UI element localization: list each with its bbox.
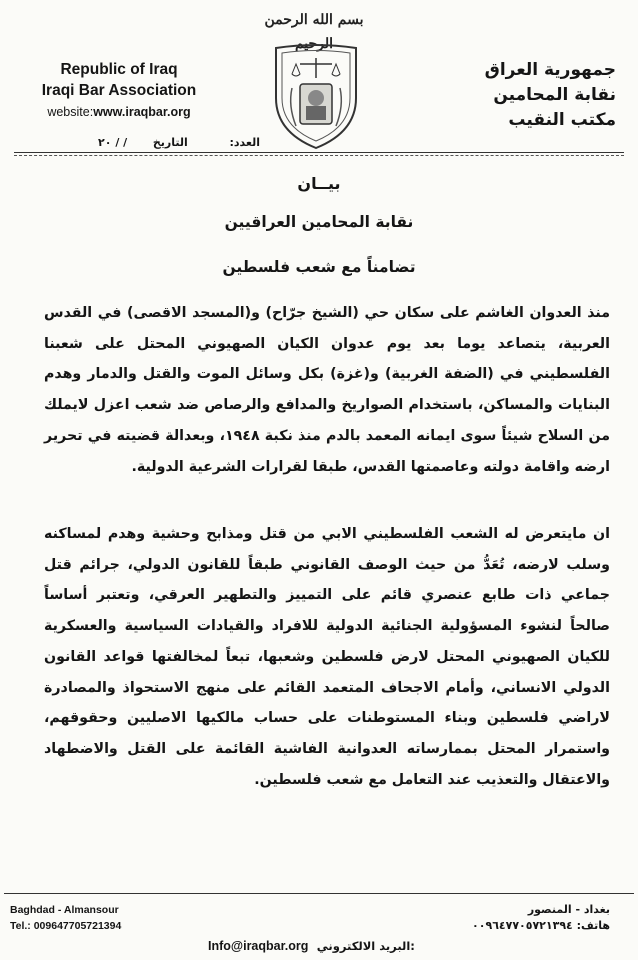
footer-phone-label-ar: هاتف: <box>576 919 610 932</box>
footer-email-address[interactable]: Info@iraqbar.org <box>208 939 309 953</box>
footer-email <box>208 938 415 953</box>
country-name-en: Republic of Iraq <box>60 61 178 78</box>
header-divider-dashed <box>14 155 624 156</box>
number-label: العدد: <box>229 136 260 149</box>
paragraph-2: ان مايتعرض له الشعب الفلسطيني الابي من قتل ومذابح وحشية وهدم لمساكنه وسلب لارضه، تُعَدُّ من حيث الوصف القانوني طبقاً للقانون الدولي، جرائم قتل جماعي ذات طابع عنصري قائم على التمييز والتطهير العرقي، وتعتبر أساساً صالحاً لنشوء المسؤولية الجنائية الدولية للافراد والقيادات السياسية والعسكرية للكيان الصهيوني المحتل لارض فلسطين وشعبها، تبعاً لمخالفتها قواعد القانون الدولي الانساني، وأمام الاجحاف المتعمد القائم على منهج الاستحواذ والمصادرة لاراضي فلسطين وبناء المستوطنات على حساب مالكيها الاصليين وحقوقهم، واستمرار المحتل بممارساته العدوانية الفاشية القائمة على القتل والاضطهاد والاعتقال والتعذيب عند التعامل مع شعب فلسطين. <box>44 526 610 788</box>
footer-contact-ar <box>472 902 610 934</box>
header-arabic <box>456 58 616 133</box>
footer-address-ar: بغداد - المنصور <box>527 903 610 916</box>
footer-phone-en: Tel.: 009647705721394 <box>10 920 122 932</box>
association-name-en: Iraqi Bar Association <box>41 82 197 99</box>
footer-contact-en <box>10 902 121 934</box>
website-link[interactable]: www.iraqbar.org <box>93 105 191 119</box>
header-divider <box>14 152 624 153</box>
date-value: / / ٢٠ <box>98 136 128 149</box>
website-line <box>24 102 214 122</box>
association-name-ar: نقابة المحامين <box>493 85 616 105</box>
date-label: التاريخ <box>152 136 188 149</box>
document-subject: تضامناً مع شعب فلسطين <box>222 258 416 276</box>
country-name-ar: جمهورية العراق <box>484 60 616 80</box>
basmala-calligraphy: بسم الله الرحمن الرحيم <box>264 12 364 52</box>
footer-email-label: البريد الالكتروني: <box>316 939 415 953</box>
document-issuer: نقابة المحامين العراقيين <box>224 213 414 231</box>
footer-divider <box>4 893 634 894</box>
paragraph-1: منذ العدوان الغاشم على سكان حي (الشيخ جرّاح) و(المسجد الاقصى) في القدس العربية، يتصاعد يوما بعد يوم عدوان الكيان الصهيوني المحتل على شعبنا الفلسطيني في (الضفة الغربية) و(غزة) بكل وسائل الموت والقتل والدمار وهدم البنايات والمساكن، باستخدام الصواريخ والمدافع والرصاص ضد شعب اعزل لايملك من السلاح شيئاً سوى ايمانه المعمد بالدم منذ نكبة ١٩٤٨، وبعدالة قضيته في تحرير ارضه واقامة دولته وعاصمتها القدس، طبقا لقرارات الشرعية الدولية. <box>44 305 610 475</box>
bar-association-emblem-icon <box>270 40 362 152</box>
website-label: website: <box>47 105 94 119</box>
document-title: بيــان <box>297 174 341 193</box>
office-name-ar: مكتب النقيب <box>508 110 616 130</box>
header-english <box>24 60 214 122</box>
reference-row <box>20 136 260 149</box>
footer-address-en: Baghdad - Almansour <box>10 904 119 916</box>
footer-phone-number-ar: ٠٠٩٦٤٧٧٠٥٧٢١٣٩٤ <box>472 919 573 932</box>
footer-phone-ar <box>472 918 610 934</box>
